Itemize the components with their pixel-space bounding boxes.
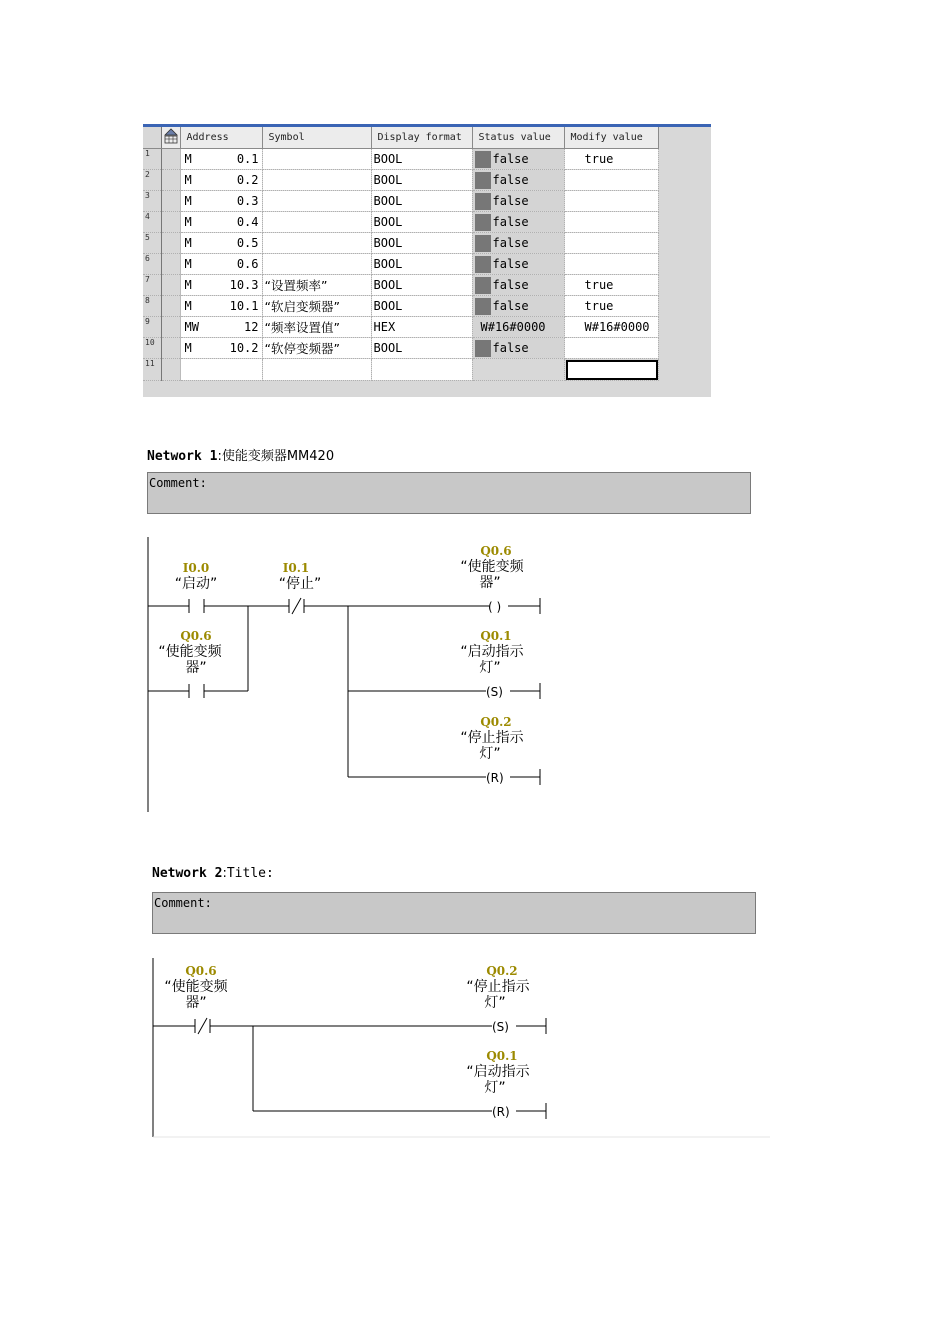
- n1-coil-enable-sym2: 器”: [479, 575, 501, 591]
- address-type: M: [184, 257, 192, 271]
- status-value: false: [492, 236, 529, 250]
- n1-coil-stop-lamp-sym1: “停止指示: [460, 730, 524, 746]
- network2-contact-enable-nc[interactable]: [195, 1018, 210, 1034]
- address-type: M: [184, 278, 192, 292]
- n2-coil-start-lamp-addr: Q0.1: [486, 1049, 518, 1063]
- row-number[interactable]: 10: [143, 338, 161, 359]
- modify-cell[interactable]: true: [564, 149, 658, 170]
- row-number[interactable]: 11: [143, 359, 161, 381]
- row-number[interactable]: 7: [143, 275, 161, 296]
- network1-title[interactable]: 使能变频器MM420: [221, 449, 335, 464]
- n1-contact-seal-addr: Q0.6: [180, 629, 212, 643]
- network2-colon: :: [222, 866, 227, 881]
- address-type: M: [184, 152, 192, 166]
- address-number: 0.4: [236, 215, 259, 229]
- format-cell[interactable]: HEX: [371, 317, 472, 338]
- svg-text:(S): (S): [486, 685, 503, 699]
- n2-contact-addr: Q0.6: [185, 964, 217, 978]
- row-number[interactable]: 8: [143, 296, 161, 317]
- address-type: M: [184, 215, 192, 229]
- col-address-header[interactable]: Address: [180, 127, 262, 149]
- n1-contact-seal-sym1: “使能变频: [158, 644, 222, 660]
- network1-label: Network 1: [147, 449, 218, 464]
- col-symbol-header[interactable]: Symbol: [262, 127, 371, 149]
- format-cell[interactable]: BOOL: [371, 275, 472, 296]
- network1-comment[interactable]: Comment:: [147, 472, 751, 514]
- status-value: false: [492, 341, 529, 355]
- row-number[interactable]: 2: [143, 170, 161, 191]
- status-value: false: [492, 215, 529, 229]
- n1-coil-stop-lamp-sym2: 灯”: [479, 746, 501, 762]
- modify-cell[interactable]: W#16#0000: [564, 317, 658, 338]
- modify-cell[interactable]: true: [564, 296, 658, 317]
- format-cell[interactable]: BOOL: [371, 212, 472, 233]
- n2-coil-start-lamp-sym1: “启动指示: [466, 1064, 530, 1080]
- address-number: 0.2: [236, 173, 259, 187]
- n2-contact-sym2: 器”: [185, 995, 207, 1011]
- address-type: M: [184, 341, 192, 355]
- col-format-header[interactable]: Display format: [371, 127, 472, 149]
- format-cell[interactable]: BOOL: [371, 233, 472, 254]
- status-value: false: [492, 173, 529, 187]
- address-number: 0.1: [236, 152, 259, 166]
- svg-text:(S): (S): [492, 1020, 509, 1034]
- format-cell[interactable]: BOOL: [371, 191, 472, 212]
- n1-contact-stop-sym: “停止”: [278, 576, 322, 592]
- n2-coil-stop-lamp-addr: Q0.2: [486, 964, 518, 978]
- address-type: M: [184, 173, 192, 187]
- row-number[interactable]: 5: [143, 233, 161, 254]
- col-status-header[interactable]: Status value: [472, 127, 564, 149]
- coil-enable-glyph: ( ): [488, 600, 502, 614]
- n1-contact-start-addr: I0.0: [182, 561, 210, 575]
- svg-text:(R): (R): [486, 771, 504, 785]
- network2-comment[interactable]: Comment:: [152, 892, 756, 934]
- status-value: false: [492, 299, 529, 313]
- network1-colon: :: [217, 449, 222, 464]
- n2-coil-start-lamp-sym2: 灯”: [484, 1080, 506, 1096]
- n2-coil-stop-lamp-sym2: 灯”: [484, 995, 506, 1011]
- address-number: 10.2: [229, 341, 259, 355]
- status-value: W#16#0000: [480, 320, 546, 334]
- n1-coil-start-lamp-addr: Q0.1: [480, 629, 512, 643]
- n1-contact-seal-sym2: 器”: [185, 660, 207, 676]
- symbol-cell[interactable]: “软停变频器”: [262, 338, 371, 359]
- format-cell[interactable]: BOOL: [371, 254, 472, 275]
- n1-coil-start-lamp-sym2: 灯”: [479, 660, 501, 676]
- address-type: MW: [184, 320, 199, 334]
- address-number: 10.3: [229, 278, 259, 292]
- n1-coil-enable-addr: Q0.6: [480, 544, 512, 558]
- network2-coil-stop-lamp-set[interactable]: [492, 1020, 509, 1034]
- address-number: 10.1: [229, 299, 259, 313]
- network2-label: Network 2: [152, 866, 223, 881]
- n1-coil-enable-sym1: “使能变频: [460, 559, 524, 575]
- address-number: 0.3: [236, 194, 259, 208]
- n1-contact-stop-addr: I0.1: [282, 561, 310, 575]
- svg-text:(R): (R): [492, 1105, 510, 1119]
- row-number[interactable]: 6: [143, 254, 161, 275]
- address-number: 0.5: [236, 236, 259, 250]
- row-number[interactable]: 4: [143, 212, 161, 233]
- network2-title[interactable]: Title:: [226, 866, 274, 881]
- format-cell[interactable]: BOOL: [371, 338, 472, 359]
- modify-cell[interactable]: true: [564, 275, 658, 296]
- network2-coil-start-lamp-reset[interactable]: [492, 1105, 510, 1119]
- symbol-cell[interactable]: “设置频率”: [262, 275, 371, 296]
- n2-contact-sym1: “使能变频: [164, 979, 228, 995]
- row-number[interactable]: 3: [143, 191, 161, 212]
- n1-coil-start-lamp-sym1: “启动指示: [460, 644, 524, 660]
- n2-coil-stop-lamp-sym1: “停止指示: [466, 979, 530, 995]
- n1-coil-stop-lamp-addr: Q0.2: [480, 715, 512, 729]
- row-number[interactable]: 9: [143, 317, 161, 338]
- address-type: M: [184, 194, 192, 208]
- symbol-cell[interactable]: “频率设置值”: [262, 317, 371, 338]
- format-cell[interactable]: BOOL: [371, 170, 472, 191]
- format-cell[interactable]: BOOL: [371, 296, 472, 317]
- format-cell[interactable]: BOOL: [371, 149, 472, 170]
- address-number: 12: [244, 320, 259, 334]
- status-value: false: [492, 257, 529, 271]
- address-type: M: [184, 236, 192, 250]
- symbol-cell[interactable]: “软启变频器”: [262, 296, 371, 317]
- col-modify-header[interactable]: Modify value: [564, 127, 658, 149]
- n1-contact-start-sym: “启动”: [174, 576, 218, 592]
- address-type: M: [184, 299, 192, 313]
- row-number[interactable]: 1: [143, 149, 161, 170]
- status-value: false: [492, 194, 529, 208]
- status-value: false: [492, 278, 529, 292]
- address-number: 0.6: [236, 257, 259, 271]
- status-value: false: [492, 152, 529, 166]
